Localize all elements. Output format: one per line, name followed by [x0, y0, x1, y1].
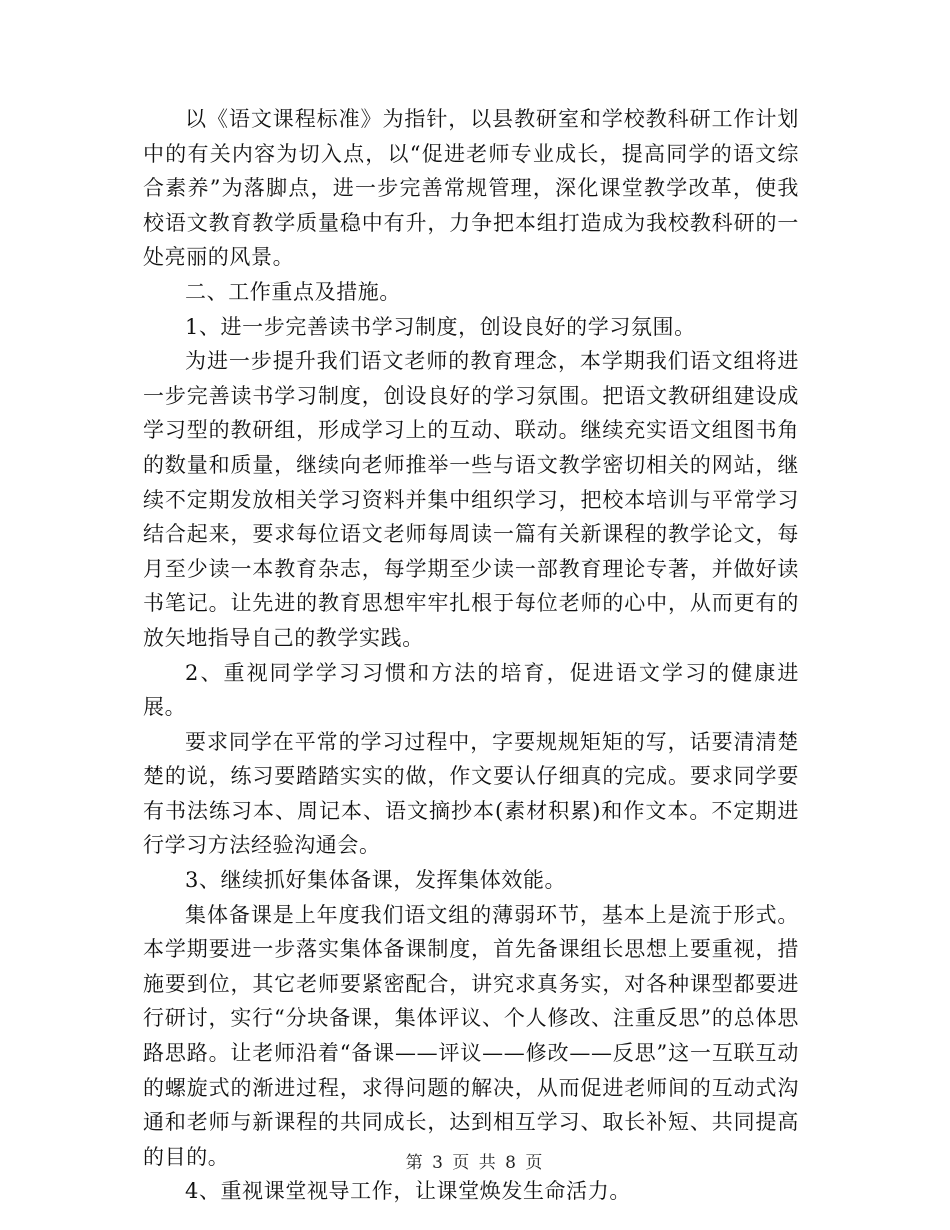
heading-item-3: 3、继续抓好集体备课，发挥集体效能。: [185, 868, 567, 893]
paragraph-item-2: 要求同学在平常的学习过程中，字要规规矩矩的写，话要清清楚楚的说，练习要踏踏实实的做，作文要认仔细真的完成。要求同学要有书法练习本、周记本、语文摘抄本(素材积累)和作文本。不定期进行学习方法经验沟通会。: [143, 729, 799, 858]
heading-work-focus: 二、工作重点及措施。: [185, 279, 401, 304]
paragraph-item-3: 集体备课是上年度我们语文组的薄弱环节，基本上是流于形式。本学期要进一步落实集体备课制度，首先备课组长思想上要重视，措施要到位，其它老师要紧密配合，讲究求真务实，对各种课型都要进行研讨，实行“分块备课，集体评议、个人修改、注重反思”的总体思路思路。让老师沿着“备课——评议——修改——反思”这一互联互动的螺旋式的渐进过程，求得问题的解决，从而促进老师间的互动式沟通和老师与新课程的共同成长，达到相互学习、取长补短、共同提高的目的。: [143, 902, 799, 1169]
paragraph-item-1: 为进一步提升我们语文老师的教育理念，本学期我们语文组将进一步完善读书学习制度，创设良好的学习氛围。把语文教研组建设成学习型的教研组，形成学习上的互动、联动。继续充实语文组图书角的数量和质量，继续向老师推举一些与语文教学密切相关的网站，继续不定期发放相关学习资料并集中组织学习，把校本培训与平常学习结合起来，要求每位语文老师每周读一篇有关新课程的教学论文，每月至少读一本教育杂志，每学期至少读一部教育理论专著，并做好读书笔记。让先进的教育思想牢牢扎根于每位老师的心中，从而更有的放矢地指导自己的教学实践。: [143, 349, 799, 650]
heading-item-1: 1、进一步完善读书学习制度，创设良好的学习氛围。: [185, 314, 696, 339]
heading-item-4: 4、重视课堂视导工作，让课堂焕发生命活力。: [185, 1179, 631, 1204]
paragraph-intro: 以《语文课程标准》为指针，以县教研室和学校教科研工作计划中的有关内容为切入点，以“促进老师专业成长，提高同学的语文综合素养”为落脚点，进一步完善常规管理，深化课堂教学改革，使我校语文教育教学质量稳中有升，力争把本组打造成为我校教科研的一处亮丽的风景。: [143, 107, 799, 270]
document-body: [143, 102, 799, 1209]
heading-item-2: 2、重视同学学习习惯和方法的培育，促进语文学习的健康进展。: [143, 660, 799, 720]
page-number-footer: 第 3 页 共 8 页: [405, 1153, 545, 1173]
